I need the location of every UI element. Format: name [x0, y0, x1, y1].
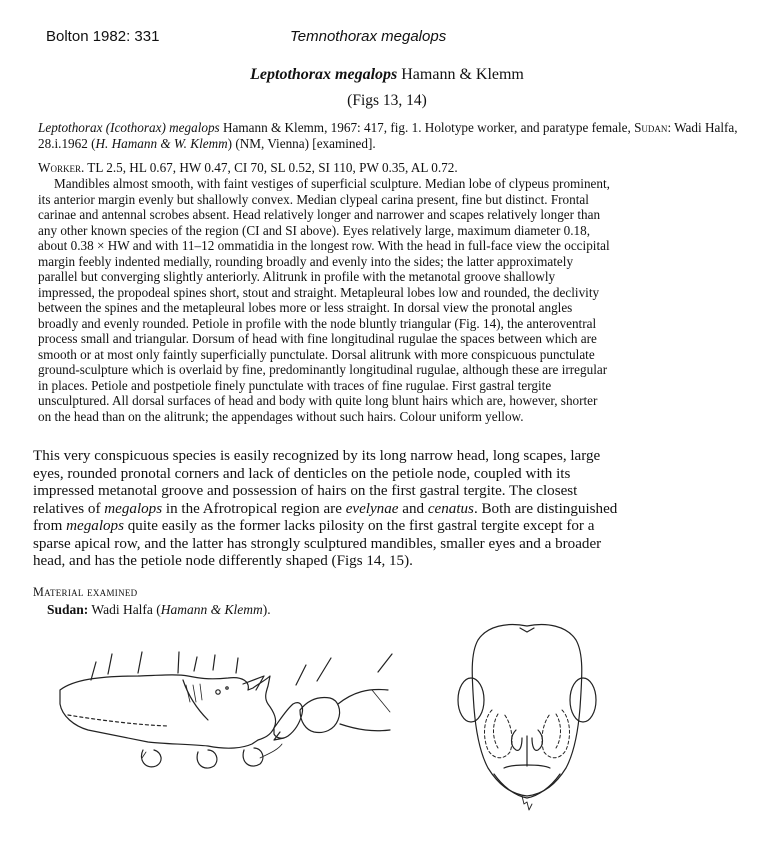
frontal-lobe-right — [532, 730, 543, 750]
alitrunk-outline — [60, 675, 276, 748]
discussion-line: from megalops quite easily as the former lacks pilosity on the first gastral tergite except for a — [33, 518, 595, 534]
description-line: its anterior margin evenly but shallowly convex. Median clypeal carina present, fine but distinct. Frontal — [38, 191, 589, 207]
worker-measurement-values: TL 2.5, HL 0.67, HW 0.47, CI 70, SL 0.52, SI 110, PW 0.35, AL 0.72. — [84, 160, 458, 175]
material-end: ). — [262, 602, 271, 617]
description-line: between the spines and the metapleural lobes more or less straight. In dorsal view the pronotal angles — [38, 300, 573, 315]
description-line: about 0.38 × HW and with 11–12 ommatidia in the longest row. With the head in full-face view the occipital — [38, 238, 610, 253]
page-citation: Bolton 1982: 331 — [46, 28, 160, 45]
description-line: ground-sculpture which is overlaid by fine, predominantly longitudinal rugulae, although these are irregular — [38, 362, 608, 377]
discussion-line: impressed metanotal groove and possession of hairs on the first gastral tergite. The closest — [33, 483, 578, 499]
antenna-right — [542, 710, 569, 758]
synonymy-citation — [38, 120, 738, 151]
description-line: any other known species of the region (CI and SI above). Eyes relatively large, maximum diameter 0.18, — [38, 222, 591, 238]
description-line: on the head than on the alitrunk; the appendages without such hairs. Colour uniform yellow. — [38, 408, 524, 424]
eye-left — [458, 678, 484, 722]
description-line: parallel but converging slightly anteriorly. Alitrunk in profile with the metanotal groove shallowly — [38, 269, 556, 284]
frontal-lobe-left — [512, 730, 523, 750]
species-name: Leptothorax megalops — [250, 66, 398, 83]
worker-description — [38, 176, 738, 424]
petiole-outline — [274, 703, 303, 738]
species-authors: Hamann & Klemm — [397, 66, 524, 83]
citation-country: Sudan — [634, 120, 668, 135]
postpetiole-outline — [300, 698, 340, 733]
description-line: Mandibles almost smooth, with faint vestiges of superficial sculpture. Median lobe of clypeus prominent, — [54, 176, 610, 191]
eye-right — [570, 678, 596, 722]
description-line: broadly and evenly rounded. Petiole in profile with the node bluntly triangular (Fig. 14), the anteroventral — [38, 315, 597, 331]
head-illustration — [452, 618, 602, 828]
discussion-line: eyes, rounded pronotal corners and lack of denticles on the petiole node, coupled with its — [33, 465, 571, 482]
worker-measurements — [38, 160, 738, 176]
discussion-line: head, and has the petiole node differently shaped (Figs 14, 15). — [33, 553, 413, 569]
leg-coxa — [141, 750, 161, 767]
material-country: Sudan: — [47, 602, 89, 617]
material-examined-heading: Material examined — [33, 585, 138, 599]
discussion-line: sparse apical row, and the latter has strongly sculptured mandibles, smaller eyes and a broader — [33, 535, 602, 552]
material-collectors: Hamann & Klemm — [160, 602, 263, 617]
profile-illustration — [38, 640, 398, 780]
leg-coxa — [243, 748, 263, 766]
description-line: smooth or at most only faintly superficially punctulate. Dorsal alitrunk with more conspicuous punctulate — [38, 346, 595, 362]
discussion-line: relatives of megalops in the Afrotropical region are evelynae and cenatus. Both are distinguished — [33, 500, 618, 517]
leg-coxa — [197, 750, 217, 768]
description-line: in places. Petiole and postpetiole finely punctulate with traces of fine rugulae. First gastral tergite — [38, 377, 552, 393]
citation-genus: Leptothorax — [38, 120, 103, 135]
citation-subgenus: (Icothorax) megalops — [105, 120, 220, 135]
citation-text-3: ) (NM, Vienna) [examined]. — [227, 135, 376, 151]
head-outline — [472, 625, 582, 796]
worker-caste-label: Worker. — [38, 160, 85, 175]
figure-reference: (Figs 13, 14) — [347, 92, 427, 109]
material-record — [47, 602, 271, 618]
mandibles — [494, 774, 560, 798]
running-title: Temnothorax megalops — [290, 28, 447, 45]
discussion-line: This very conspicuous species is easily recognized by its long narrow head, long scapes, large — [33, 448, 601, 464]
description-line: margin feebly indented medially, rounding broadly and evenly into the sides; the latter approximately — [38, 253, 574, 269]
citation-text-1: Hamann & Klemm, 1967: 417, fig. 1. Holotype worker, and paratype female, — [219, 120, 635, 135]
citation-collectors: H. Hamann & W. Klemm — [95, 135, 228, 151]
alitrunk-hairs — [91, 652, 392, 685]
description-line: unsculptured. All dorsal surfaces of head and body with quite long blunt hairs which are, however, shorter — [38, 393, 598, 408]
material-locality: Wadi Halfa ( — [88, 602, 161, 617]
antenna-left — [485, 710, 512, 758]
species-title — [0, 66, 774, 84]
description-line: carinae and antennal scrobes absent. Head relatively longer and narrower and scapes relatively longer than — [38, 207, 601, 222]
gaster-outline — [338, 690, 390, 731]
description-line: impressed, the propodeal spines short, stout and straight. Metapleural lobes low and rounded, the declivity — [38, 284, 600, 300]
description-line: process small and triangular. Dorsum of head with fine longitudinal rugulae the spaces between which are — [38, 331, 597, 346]
discussion-paragraph — [33, 448, 743, 571]
citation-text-2: : Wadi Halfa, 28.i.1962 ( — [38, 120, 738, 151]
